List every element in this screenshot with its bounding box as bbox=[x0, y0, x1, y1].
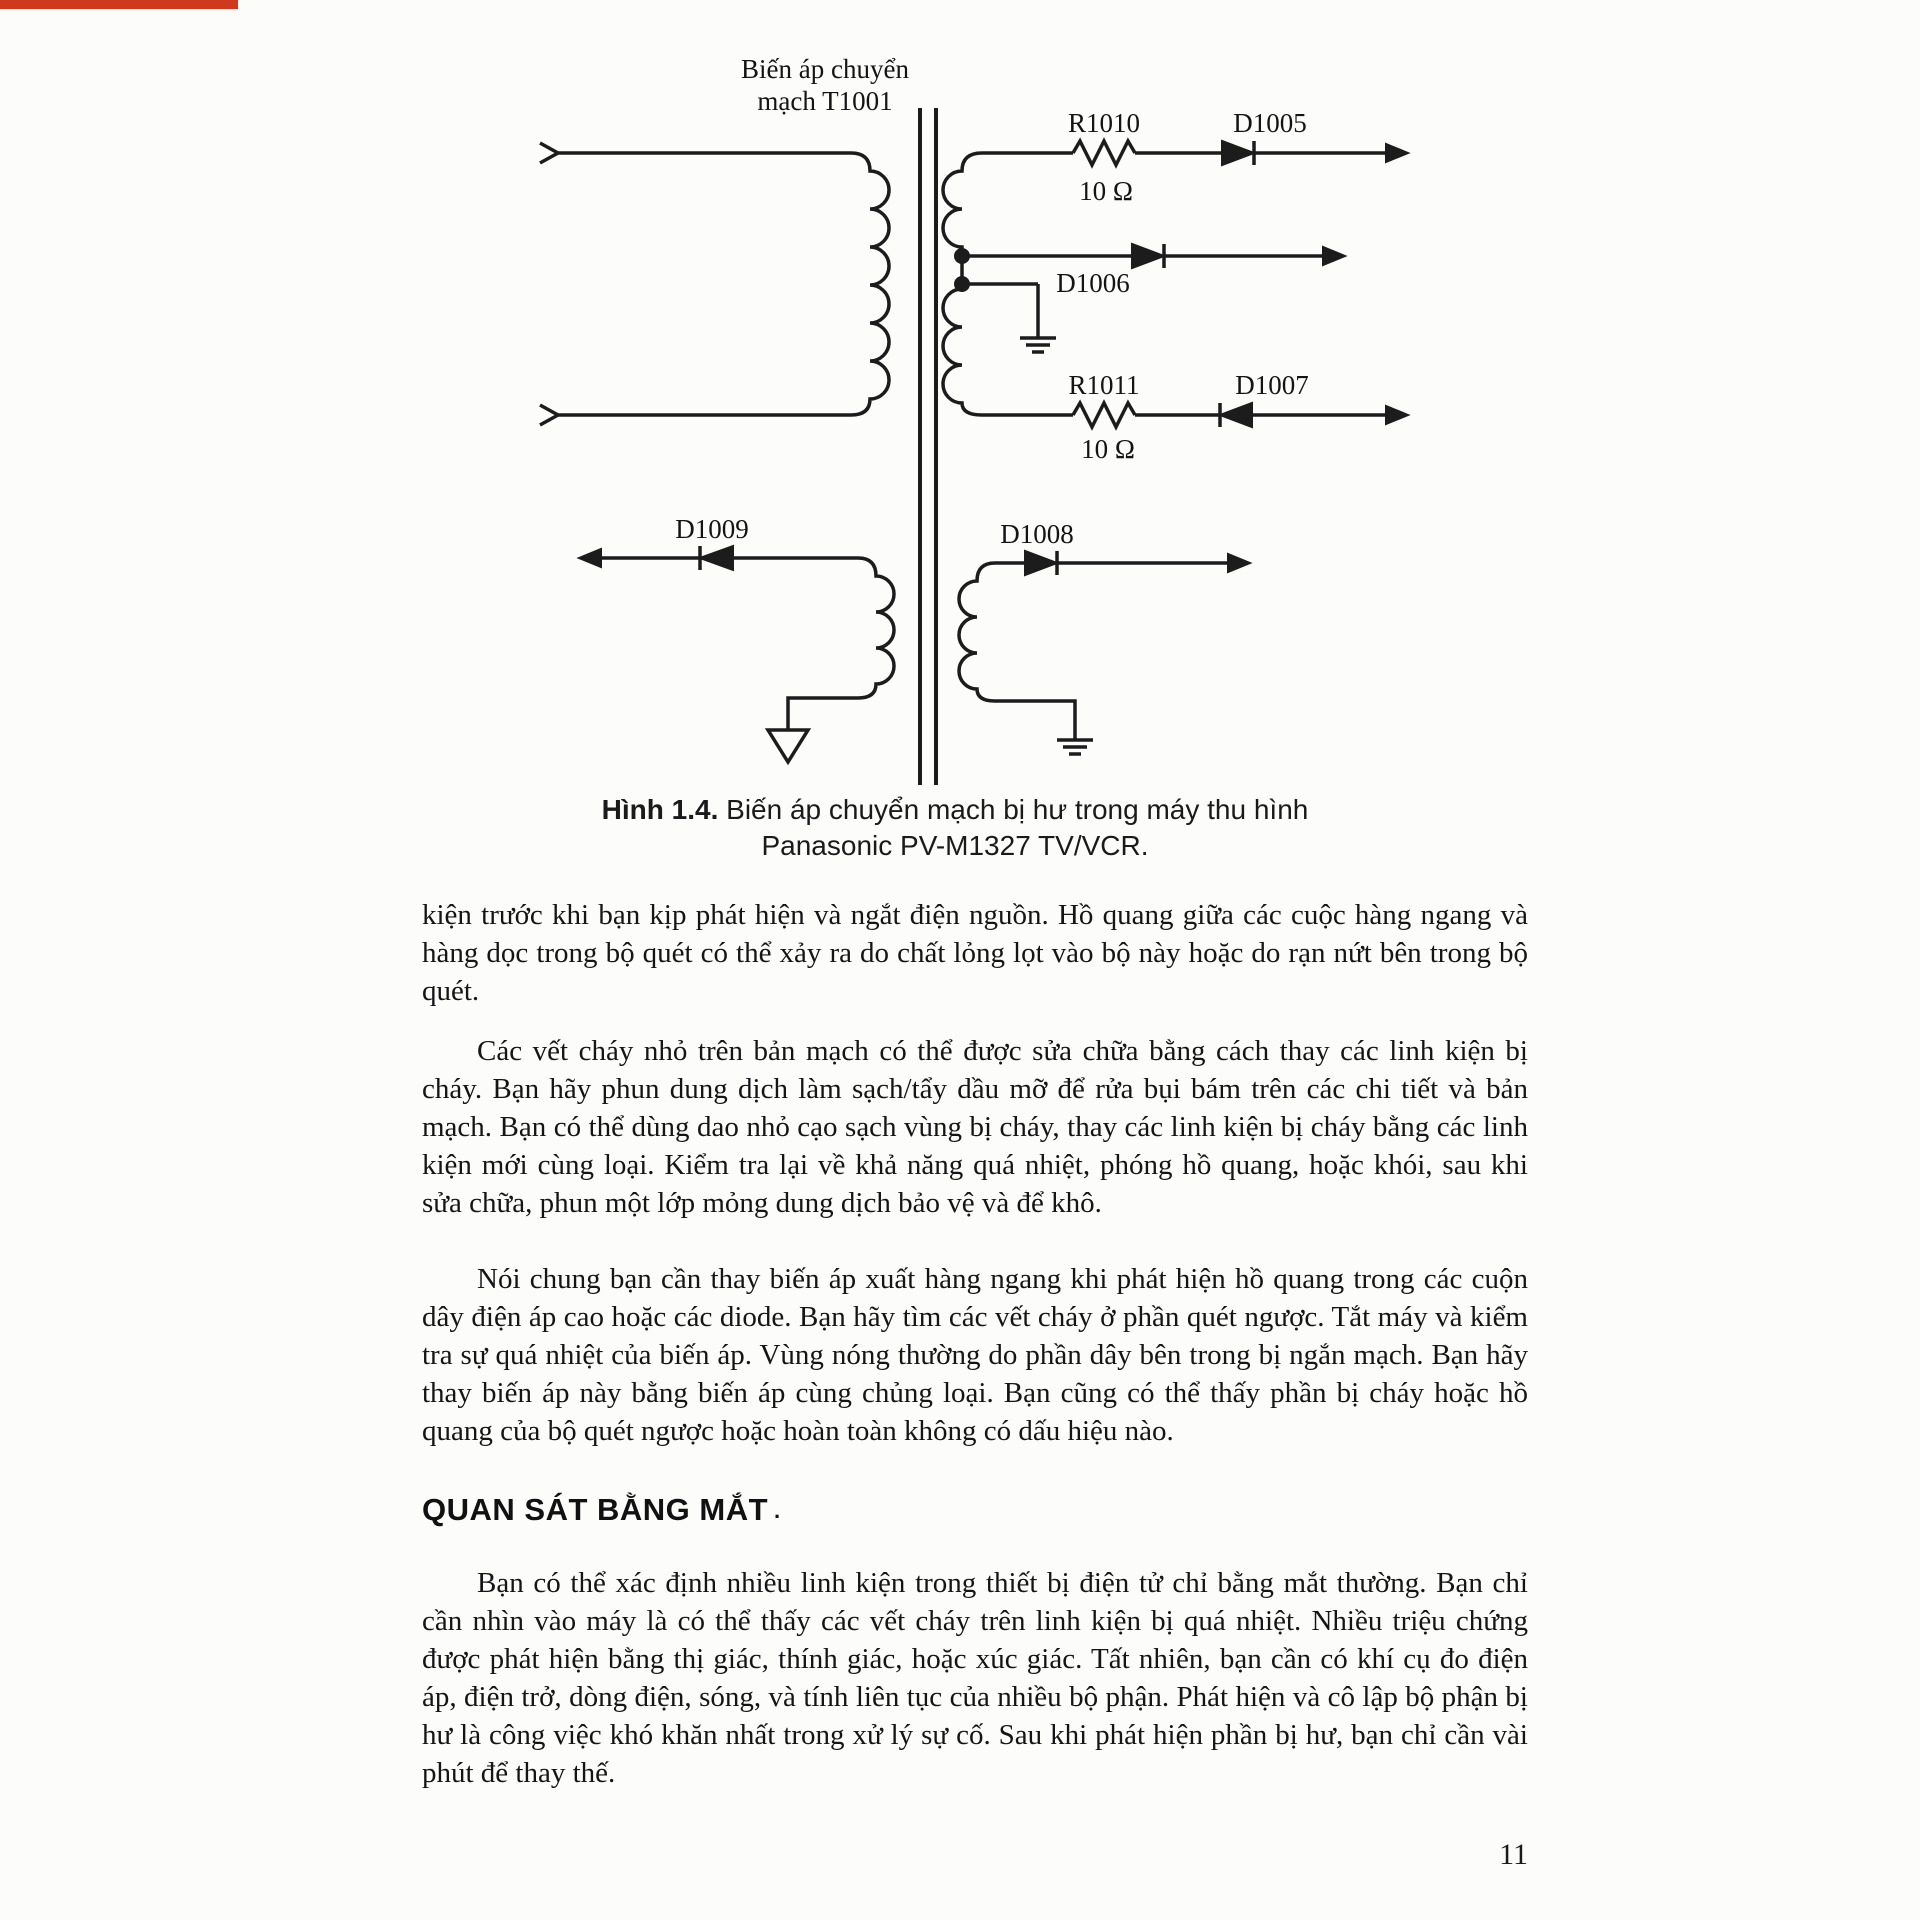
diode-d1006-symbol bbox=[1132, 244, 1164, 268]
arrowhead-right-icon bbox=[1386, 406, 1408, 424]
arrowhead-right-icon bbox=[1386, 144, 1408, 162]
body-paragraph-4: Bạn có thể xác định nhiều linh kiện trong thiết bị điện tử chỉ bằng mắt thường. Bạn chỉ cần nhìn vào máy là có thể thấy các vết cháy trên linh kiện bị quá nhiệt. Nhiều triệu chứng được phát hiện bằng thị giác, thính giác, hoặc xúc giác. Tất nhiên, bạn cần có khí cụ đo điện áp, điện trở, dòng điện, sóng, và tính liên tục của nhiều bộ phận. Phát hiện và cô lập bộ phận bị hư là công việc khó khăn nhất trong xử lý sự cố. Sau khi phát hiện phần bị hư, bạn chỉ cần vài phút để thay thế. bbox=[422, 1567, 1528, 1789]
label-r1011-value: 10 Ω bbox=[1081, 434, 1135, 464]
arrowhead-right-icon bbox=[1323, 247, 1345, 265]
section-heading-dot: . bbox=[774, 1498, 781, 1523]
figure-caption-line1 bbox=[455, 792, 1455, 828]
winding-lower-right bbox=[959, 563, 1075, 740]
figure-caption-number: Hình 1.4. bbox=[601, 794, 719, 825]
diode-d1007-symbol bbox=[1220, 403, 1252, 427]
body-paragraph-3: Nói chung bạn cần thay biến áp xuất hàng ngang khi phát hiện hồ quang trong các cuộn dây điện áp cao hoặc các diode. Bạn hãy tìm các vết cháy ở phần quét ngược. Tắt máy và kiểm tra sự quá nhiệt của biến áp. Vùng nóng thường do phần dây bên trong bị ngắn mạch. Bạn hãy thay biến áp này bằng biến áp cùng chủng loại. Bạn cũng có thể thấy phần bị cháy hoặc hồ quang của bộ quét ngược hoặc hoàn toàn không có dấu hiệu nào. bbox=[422, 1263, 1528, 1447]
label-d1006: D1006 bbox=[1056, 268, 1130, 298]
section-heading-text: QUAN SÁT BẰNG MẮT bbox=[422, 1492, 769, 1527]
arrowhead-left-icon bbox=[579, 549, 601, 567]
resistor-r1010-symbol bbox=[1073, 141, 1135, 165]
transformer-label-line1: Biến áp chuyển bbox=[741, 54, 909, 84]
input-chevron-icon bbox=[540, 405, 558, 425]
body-paragraph-2: Các vết cháy nhỏ trên bản mạch có thể được sửa chữa bằng cách thay các linh kiện bị cháy. Bạn hãy phun dung dịch làm sạch/tẩy dầu mỡ để rửa bụi bám trên các chi tiết và bản mạch. Bạn có thể dùng dao nhỏ cạo sạch vùng bị cháy, thay các linh kiện bị cháy bằng các linh kiện mới cùng loại. Kiểm tra lại về khả năng quá nhiệt, phóng hồ quang, hoặc khói, sau khi sửa chữa, phun một lớp mỏng dung dịch bảo vệ và để khô. bbox=[422, 1035, 1528, 1219]
label-r1010: R1010 bbox=[1067, 108, 1141, 138]
arrowhead-right-icon bbox=[1228, 554, 1250, 572]
label-d1008: D1008 bbox=[1000, 519, 1074, 549]
diode-d1005-symbol bbox=[1222, 141, 1254, 165]
winding-lower-left bbox=[788, 558, 894, 730]
section-heading bbox=[422, 1492, 781, 1528]
scan-edge-artifact bbox=[0, 0, 238, 9]
figure-caption-text: Biến áp chuyển mạch bị hư trong máy thu hình bbox=[718, 794, 1309, 825]
page-number: 11 bbox=[1499, 1838, 1528, 1871]
label-r1011: R1011 bbox=[1068, 370, 1140, 400]
resistor-r1011-symbol bbox=[1073, 403, 1135, 427]
label-d1009: D1009 bbox=[675, 514, 749, 544]
body-paragraph-1: kiện trước khi bạn kịp phát hiện và ngắt điện nguồn. Hồ quang giữa các cuộc hàng ngang và hàng dọc trong bộ quét có thể xảy ra do chất lỏng lọt vào bộ này hoặc do rạn nứt bên trong bộ quét. bbox=[422, 899, 1528, 1007]
primary-winding bbox=[558, 153, 889, 415]
label-d1005: D1005 bbox=[1233, 108, 1307, 138]
transformer-label-line2: mạch T1001 bbox=[757, 86, 893, 116]
diode-d1008-symbol bbox=[1025, 551, 1057, 575]
chassis-ground-icon bbox=[768, 730, 808, 762]
diode-d1009-symbol bbox=[700, 546, 733, 570]
circuit-diagram bbox=[480, 40, 1480, 790]
figure-caption bbox=[455, 792, 1455, 864]
figure-caption-line2: Panasonic PV-M1327 TV/VCR. bbox=[761, 830, 1149, 861]
label-d1007: D1007 bbox=[1235, 370, 1309, 400]
label-r1010-value: 10 Ω bbox=[1079, 176, 1133, 206]
input-chevron-icon bbox=[540, 143, 558, 163]
